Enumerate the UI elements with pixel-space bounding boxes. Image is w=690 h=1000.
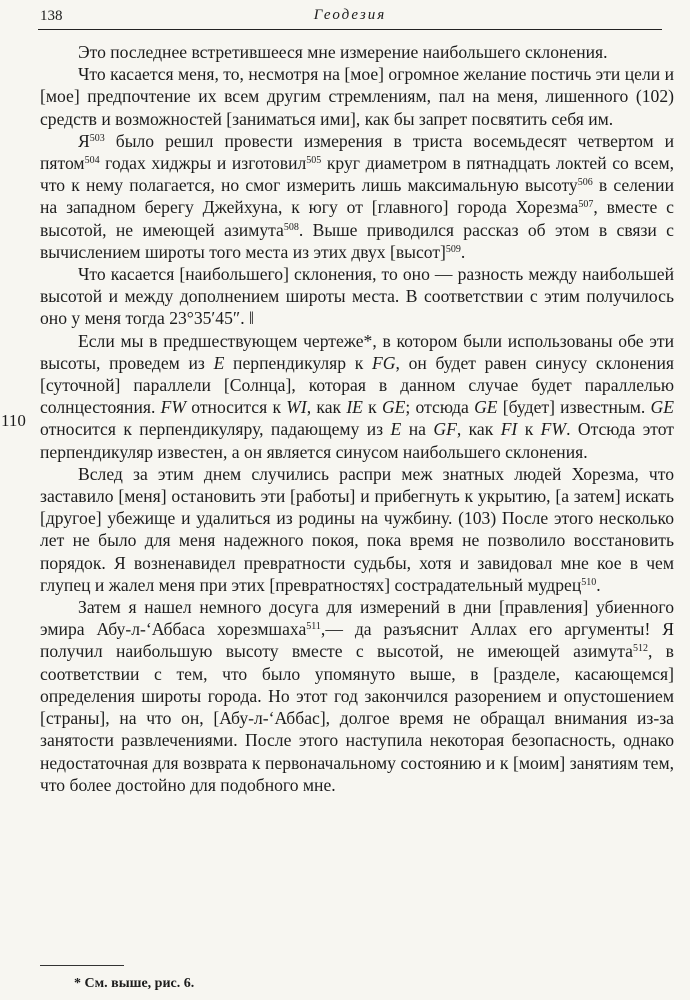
paragraph-6: Вслед за этим днем случились распри меж знатных людей Хорезма, что заставило [меня] остановить эти [работы] и прибегнуть к укрытию, [а затем] искать [другое] убежище и удалиться из родины на чужбину. (103) После этого несколько лет не было для меня надежного покоя, пока время не позволило восстановить порядок. Я возненавидел превратности судьбы, хотя и завидовал мне кое в чем глупец и жалел меня при этих [превратностях] сострадательный мудрец$^{510}$. xyxy=(40,463,674,595)
footnote-ref: 510 xyxy=(581,576,597,588)
footnote-ref: 511 xyxy=(306,621,321,633)
margin-line-number: 110 xyxy=(1,411,26,430)
footnote-ref: 507 xyxy=(578,199,594,211)
footnote-ref: 509 xyxy=(445,243,461,255)
footnote: * См. выше, рис. 6. xyxy=(74,976,195,991)
footnote-ref: 505 xyxy=(306,155,322,167)
footnote-ref: 503 xyxy=(89,132,105,144)
footnote-divider xyxy=(40,965,124,966)
paragraph-7: Затем я нашел немного досуга для измерений в дни [правления] убиенного эмира Абу-л-‘Аббаса хорезмшаха$^{511}$,— да разъяснит Аллах его аргументы! Я получил наибольшую высоту вместе с высотой, не имеющей азимута$^{512}$, в соответствии с тем, что было упомянуто выше, в [разделе, касающемся] определения широты города. Но этот год закончился разорением и опустошением [страны], на что он, [Абу-л-‘Аббас], долгое время не обращал внимания из-за занятости развлечениями. После этого наступила некоторая безопасность, однако недостаточная для возврата к первоначальному состоянию и к [моим] занятиям тем, что более достойно для подобного мне. xyxy=(40,597,674,795)
paragraph-2: Что касается меня, то, несмотря на [мое] огромное желание постичь эти цели и [мое] предпочтение их всем другим стремлениям, пал на меня, лишенного (102) средств и возможностей [заниматься ими], как бы запрет посвятить себя им. xyxy=(40,64,674,129)
footnote-ref: 506 xyxy=(577,177,593,189)
paragraph-4: Что касается [наибольшего] склонения, то оно — разность между наибольшей высотой и между дополнением широты места. В соответствии с этим получилось оно у меня тогда 23°35′45″. ‖ xyxy=(40,264,674,329)
page-header xyxy=(38,5,662,30)
paragraph-5: Если мы в предшествующем чертеже*, в котором были использованы обе эти высоты, проведем из E перпендикуляр к FG, он будет равен синусу склонения [суточной] параллели [Солнца], которая в данном случае будет параллелью солнцестояния. FW относится к WI, как IE к GE; отсюда GE [будет] известным. GE относится к перпендикуляру, падающему из E на GF, как FI к FW. Отсюда этот перпендикуляр известен, а он является синусом наибольшего склонения. xyxy=(40,330,675,462)
body-text xyxy=(40,41,674,796)
footnote-ref: 512 xyxy=(632,643,648,655)
paragraph-3: $Я^{503}$ было решил провести измерения в триста восемьдесят четвертом и пятом$^{504}$ годах хиджры и изготовил$^{505}$ круг диаметром в пятнадцать локтей со всем, что к нему полагается, но смог измерить лишь максимальную высоту$^{506}$ в селении на западном берегу Джейхуна, к югу от [главного] города Хорезма$^{507}$, вместе с высотой, не имеющей азимута$^{508}$. Выше приводился рассказ об этом в связи с вычислением широты того места из этих двух [высот]$^{509}$. xyxy=(40,130,674,262)
paragraph-1: Это последнее встретившееся мне измерение наибольшего склонения. xyxy=(78,42,608,62)
running-title: Геодезия xyxy=(313,7,387,23)
page-number: 138 xyxy=(40,8,63,24)
footnote-ref: 504 xyxy=(84,155,100,167)
footnote-ref: 508 xyxy=(283,221,299,233)
